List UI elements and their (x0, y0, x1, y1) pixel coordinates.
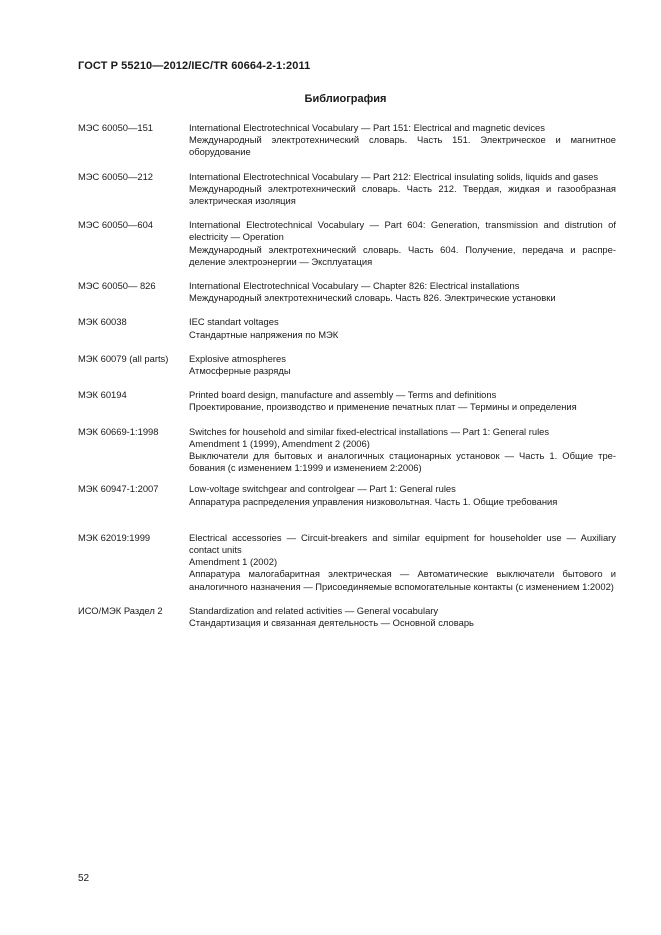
bibliography-entry (78, 426, 616, 475)
entry-code: МЭК 60669-1:1998 (78, 425, 159, 437)
entry-line-ru: Международный электротехнический словарь. Часть 151. Электрическое и магнитное оборудование (189, 134, 616, 158)
entry-line-ru: Международный электротехнический словарь. Часть 604. Получение, передача и распре-деление электроэнергии — Эксплуатация (189, 243, 616, 267)
entry-line-ru: Стандартные напряжения по МЭК (189, 328, 339, 340)
entry-line-ru: Аппаратура малогабаритная электрическая — Автоматические выключатели бытового и аналогичного назначения — Присоединяемые вспомогательные контакты (с изменением 1:2002) (189, 568, 616, 592)
bibliography-entry (78, 483, 616, 507)
entry-line-en: Printed board design, manufacture and assembly — Terms and definitions (189, 389, 497, 401)
bibliography-title: Библиография (304, 93, 387, 105)
entry-line-en: Standardization and related activities — General vocabulary (189, 604, 439, 616)
entry-code: МЭК 60079 (all parts) (78, 352, 169, 364)
bibliography-entry (78, 122, 616, 159)
entry-line-ru: Атмосферные разряды (189, 365, 291, 377)
entry-code: МЭС 60050— 826 (78, 280, 156, 292)
entry-description (189, 426, 616, 475)
entry-code: МЭК 60038 (78, 316, 127, 328)
entry-description (189, 122, 616, 159)
entry-description (189, 532, 616, 593)
entry-code: МЭК 60194 (78, 389, 127, 401)
bibliography-entry (78, 605, 616, 629)
entry-line-en: Switches for household and similar fixed-electrical installations — Part 1: General rules (189, 425, 550, 437)
entry-code: МЭК 62019:1999 (78, 531, 151, 543)
entry-line-ru: Выключатели для бытовых и аналогичных стационарных установок — Часть 1. Общие тре-бования (с изменением 1:1999 и изменением 2:2006) (189, 450, 616, 474)
bibliography-entry (78, 171, 616, 208)
entry-description (189, 353, 616, 377)
page-number: 52 (78, 873, 90, 884)
entry-line-en: Explosive atmospheres (189, 352, 286, 364)
entry-line-en: IEC standart voltages (189, 316, 279, 328)
entry-line-en: International Electrotechnical Vocabulary — Part 151: Electrical and magnetic devices (189, 122, 545, 133)
entry-description (189, 280, 616, 304)
entry-line-ru: Проектирование, производство и применение печатных плат — Термины и определения (189, 401, 577, 413)
entry-description (189, 316, 616, 340)
bibliography-entry (78, 316, 616, 340)
entry-line-en: International Electrotechnical Vocabulary — Part 604: Generation, transmission and distrution of electricity — Operation (189, 219, 616, 243)
entry-code: ИСО/МЭК Раздел 2 (78, 604, 163, 616)
entry-description (189, 605, 616, 629)
document-header: ГОСТ Р 55210—2012/IEC/TR 60664-2-1:2011 (78, 60, 311, 72)
entry-description (189, 389, 616, 413)
bibliography-entry (78, 353, 616, 377)
entry-line-amendment: Amendment 1 (1999), Amendment 2 (2006) (189, 437, 370, 449)
entry-line-en: International Electrotechnical Vocabulary — Part 212: Electrical insulating solids, liquids and gases (189, 170, 599, 182)
entry-line-en: Low-voltage switchgear and controlgear — Part 1: General rules (189, 483, 456, 495)
entry-line-ru: Аппаратура распределения управления низковольтная. Часть 1. Общие требования (189, 495, 558, 507)
entry-line-en: International Electrotechnical Vocabulary — Chapter 826: Electrical installations (189, 280, 520, 292)
bibliography-entry (78, 219, 616, 268)
bibliography-entry (78, 280, 616, 304)
entry-code: МЭС 60050—151 (78, 122, 154, 133)
entry-line-ru: Стандартизация и связанная деятельность — Основной словарь (189, 617, 474, 629)
entry-description (189, 483, 616, 507)
bibliography-entry (78, 389, 616, 413)
entry-description (189, 171, 616, 208)
entry-line-amendment: Amendment 1 (2002) (189, 556, 278, 568)
entry-line-ru: Международный электротехнический словарь. Часть 826. Электрические установки (189, 292, 556, 304)
entry-description (189, 219, 616, 268)
entry-line-ru: Международный электротехнический словарь. Часть 212. Твердая, жидкая и газообразная электрическая изоляция (189, 182, 616, 207)
bibliography-entry (78, 532, 616, 593)
entry-code: МЭС 60050—212 (78, 170, 154, 182)
entry-line-en: Electrical accessories — Circuit-breakers and similar equipment for householder use — Auxiliary contact units (189, 531, 616, 556)
bibliography-list (78, 122, 616, 629)
entry-code: МЭК 60947-1:2007 (78, 483, 159, 495)
entry-code: МЭС 60050—604 (78, 219, 154, 231)
